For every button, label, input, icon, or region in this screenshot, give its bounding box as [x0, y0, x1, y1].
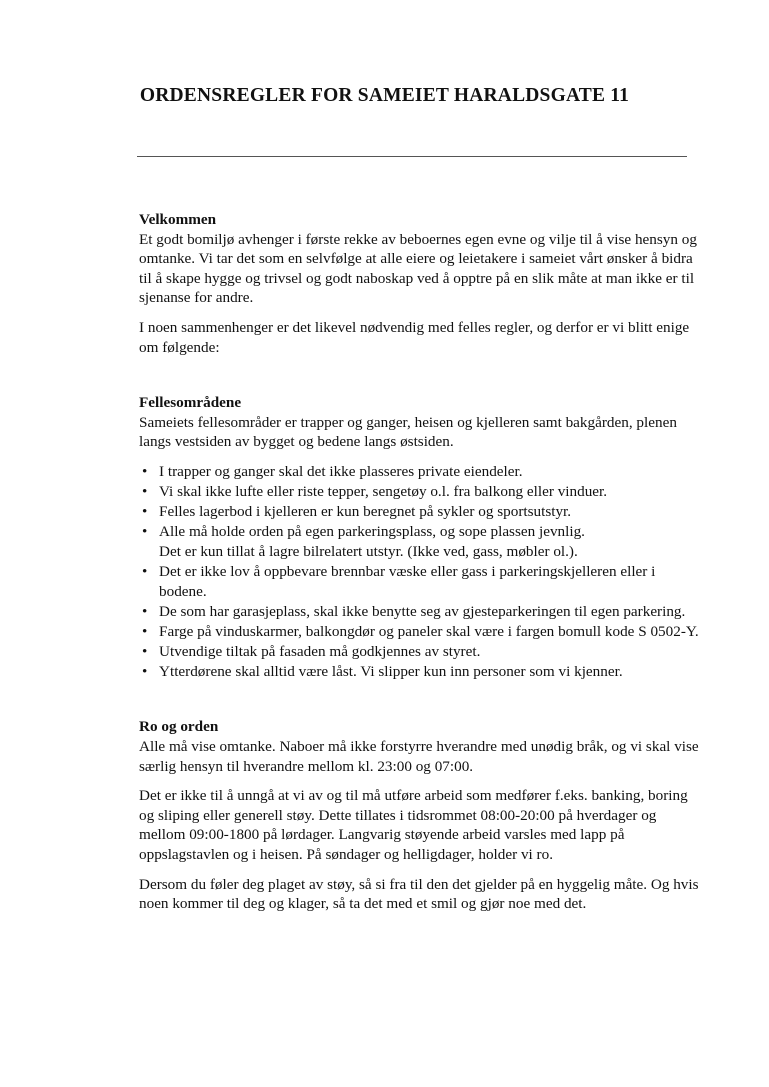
- list-item: [139, 602, 699, 622]
- rule-continuation-text: Det er kun tillat å lagre bilrelatert utstyr. (Ikke ved, gass, møbler ol.).: [159, 542, 578, 560]
- rule-text: Felles lagerbod i kjelleren er kun beregnet på sykler og sportsutstyr.: [159, 503, 572, 521]
- ro-og-orden-paragraph-2: Det er ikke til å unngå at vi av og til må utføre arbeid som medfører f.eks. banking, boring og sliping eller generell støy. Dette tillates i tidsrommet 08:00-20:00 på hverdager og mellom 09:00-1800 på lørdager. Langvarig støyende arbeid varsles med lapp på oppslagstavlen og i heisen. På søndager og helligdager, holder vi ro.: [139, 787, 688, 864]
- bullet-icon: •: [142, 662, 148, 680]
- rule-text: Alle må holde orden på egen parkeringsplass, og sope plassen jevnlig.: [159, 523, 585, 541]
- section-heading-velkommen: Velkommen: [139, 211, 217, 228]
- list-item: [139, 462, 699, 482]
- list-item: [139, 662, 699, 682]
- rule-text: I trapper og ganger skal det ikke plasseres private eiendeler.: [159, 462, 523, 480]
- bullet-icon: •: [142, 562, 148, 580]
- rule-text: Ytterdørene skal alltid være låst. Vi slipper kun inn personer som vi kjenner.: [159, 662, 623, 680]
- rule-text: Utvendige tiltak på fasaden må godkjennes av styret.: [159, 642, 481, 660]
- section-fellesomradene: [139, 393, 699, 681]
- list-item: [139, 522, 699, 561]
- bullet-icon: •: [142, 642, 148, 660]
- list-item: [139, 482, 699, 502]
- document-title: ORDENSREGLER FOR SAMEIET HARALDSGATE 11: [139, 85, 630, 106]
- bullet-icon: •: [142, 483, 148, 501]
- list-item: [139, 562, 699, 601]
- rule-text: De som har garasjeplass, skal ikke benytte seg av gjesteparkeringen til egen parkering.: [159, 602, 686, 620]
- list-item: [139, 642, 699, 662]
- bullet-icon: •: [142, 602, 148, 620]
- velkommen-paragraph-1: Et godt bomiljø avhenger i første rekke av beboernes egen evne og vilje til å vise hensyn og omtanke. Vi tar det som en selvfølge at alle eiere og leietakere i sameiet vårt ønsker å bidra til å skape hygge og trivsel og godt naboskap ved å opptre på en slik måte at man ikke er til sjenanse for andre.: [139, 230, 697, 307]
- fellesomradene-rule-list: [139, 462, 699, 682]
- title-divider: [137, 156, 687, 157]
- ro-og-orden-paragraph-3: Dersom du føler deg plaget av støy, så si fra til den det gjelder på en hyggelig måte. Og hvis noen kommer til deg og klager, så ta det med et smil og gjør noe med det.: [139, 875, 699, 913]
- document-body: [139, 210, 699, 914]
- bullet-icon: •: [142, 523, 148, 541]
- section-velkommen: [139, 210, 699, 357]
- bullet-icon: •: [142, 503, 148, 521]
- rule-text: Farge på vinduskarmer, balkongdør og paneler skal være i fargen bomull kode S 0502-Y.: [159, 622, 699, 640]
- section-ro-og-orden: [139, 717, 699, 913]
- fellesomradene-intro: Sameiets fellesområder er trapper og ganger, heisen og kjelleren samt bakgården, plenen langs vestsiden av bygget og bedene langs østsiden.: [139, 413, 677, 451]
- bullet-icon: •: [142, 622, 148, 640]
- list-item: [139, 502, 699, 522]
- velkommen-paragraph-2: I noen sammenhenger er det likevel nødvendig med felles regler, og derfor er vi blitt enige om følgende:: [139, 318, 690, 356]
- rule-text: Vi skal ikke lufte eller riste tepper, sengetøy o.l. fra balkong eller vinduer.: [159, 483, 608, 501]
- rule-text: Det er ikke lov å oppbevare brennbar væske eller gass i parkeringskjelleren eller i bodene.: [159, 562, 656, 600]
- section-heading-fellesomradene: Fellesområdene: [139, 394, 242, 412]
- ro-og-orden-paragraph-1: Alle må vise omtanke. Naboer må ikke forstyrre hverandre med unødig bråk, og vi skal vise særlig hensyn til hverandre mellom kl. 23:00 og 07:00.: [139, 738, 699, 775]
- bullet-icon: •: [142, 462, 148, 480]
- list-item: [139, 622, 699, 642]
- section-heading-ro-og-orden: Ro og orden: [139, 718, 219, 736]
